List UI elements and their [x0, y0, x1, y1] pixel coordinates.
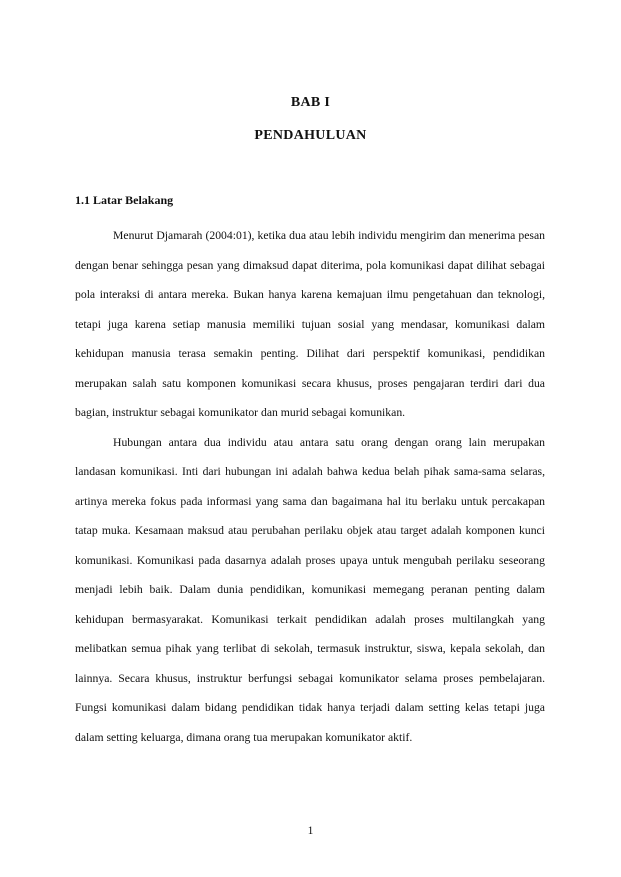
section-heading: 1.1 Latar Belakang [75, 193, 174, 207]
chapter-number: BAB I [290, 95, 331, 110]
paragraph-1: Menurut Djamarah (2004:01), ketika dua atau lebih individu mengirim dan menerima pesan dengan benar sehingga pesan yang dimaksud dapat diterima, pola komunikasi dapat dilihat sebagai pola interaksi di antara mereka. Bukan hanya karena kemajuan ilmu pengetahuan dan teknologi, tetapi juga karena setiap manusia memiliki tujuan sosial yang mendasar, komunikasi dalam kehidupan manusia terasa semakin penting. Dilihat dari perspektif komunikasi, pendidikan merupakan salah satu komponen komunikasi secara khusus, proses pengajaran terdiri dari dua bagian, instruktur sebagai komunikator dan murid sebagai komunikan. [75, 229, 545, 419]
chapter-title: PENDAHULUAN [254, 128, 367, 143]
page-number: 1 [307, 825, 314, 837]
paragraph-2: Hubungan antara dua individu atau antara satu orang dengan orang lain merupakan landasan komunikasi. Inti dari hubungan ini adalah bahwa kedua belah pihak sama-sama selaras, artinya mereka fokus pada informasi yang sama dan bagaimana hal itu berlaku untuk percakapan tatap muka. Kesamaan maksud atau perubahan perilaku objek atau target adalah komponen kunci komunikasi. Komunikasi pada dasarnya adalah proses upaya untuk mengubah perilaku seseorang menjadi lebih baik. Dalam dunia pendidikan, komunikasi memegang peranan penting dalam kehidupan bermasyarakat. Komunikasi terkait pendidikan adalah proses multilangkah yang melibatkan semua pihak yang terlibat di sekolah, termasuk instruktur, siswa, kepala sekolah, dan lainnya. Secara khusus, instruktur berfungsi sebagai komunikator selama proses pembelajaran. Fungsi komunikasi dalam bidang pendidikan tidak hanya terjadi dalam setting kelas tetapi juga dalam setting keluarga, dimana orang tua merupakan komunikator aktif. [75, 435, 545, 744]
body-text [75, 221, 545, 752]
